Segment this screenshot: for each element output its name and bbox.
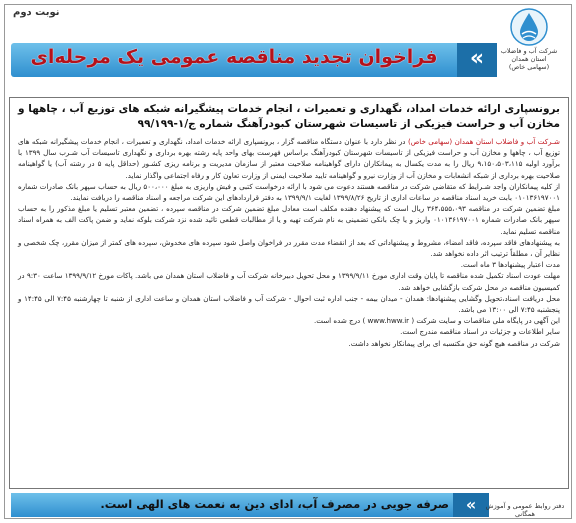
chevron-left-icon: « (457, 43, 497, 77)
notice-subject: برونسپاری ارائه خدمات امداد، نگهداری و تعمیرات ، انجام خدمات پیشگیرانه شبکه های توزیع آب ، چاهها و مخازن آب و حراست فیزیکی از تاسیسات شهرستان کبودرآهنگ شماره ج/۱-۹۹/۱۹۹ (18, 103, 560, 130)
footer-credit: دفتر روابط عمومی و آموزش همگانی (485, 502, 565, 518)
paragraph-3: مبلغ تضمین شرکت در مناقصه ۳۶۴،۵۵۵،۰۹۳ ریال است که پیشنهاد دهنده مکلف است معادل مبلغ تضمین شرکت در مناقصه سپرده ، تضمین معتبر تسلیم یا مبلغ مذکور را به حساب سپهر بانک صادرات شماره ۰۱۰۱۳۶۱۹۷۰۰۱ واریز و یا چک بانکی تضمینی به نام شرکت تهیه و یا از مطالبات قطعی تائید شده نزد شرکت بلوکه نماید و ضمن پاکت الف به همراه اسناد مناقصه تسلیم نماید. (18, 204, 560, 236)
round-label: نوبت دوم (13, 7, 60, 18)
company-name-highlight: شـرکت آب و فاضلاب استان همدان (سهامی خاص) (407, 137, 561, 146)
notice-page (4, 4, 572, 519)
title-banner (11, 43, 497, 77)
paragraph-7: محل دریافت اسناد،تحویل وگشایی پیشنهادها: همدان - میدان بیمه - جنب اداره ثبت احوال - شرکت آب و فاضلاب استان همدان و ساعت اداری از شنبه تا چهارشنبه ۷:۴۵ الی ۱۴:۴۵ و پنجشنبه ۷:۴۵ الی ۱۳:۰۰ می باشد. (18, 293, 560, 315)
paragraph-10: شرکت در مناقصه هیچ گونه حق مکتسبه ای برای پیمانکار نخواهد داشت. (348, 338, 560, 348)
paragraph-1-text: در نظر دارد با عنوان دستگاه مناقصه گزار ، برونسپاری ارائه خدمات امداد، نگهداری و تعمیرات ، انجام خدمات پیشگیرانه شبکه های توزیع آب ، چاهها و مخازن آب و حراست فیزیکی از تاسیسات شهرستان کبودرآهنگ براساس فهرست بهای واحد پایه رشته بهره برداری و نگهداری تاسیسات آب شـرب سال ۱۳۹۹ با برآورد اولیه ۹،۱۵۰،۵۰۳،۱۱۵ ریال را به مدت یکسال به پیمانکاران دارای گواهینامه صلاحیت معتبر از سازمان مدیریت و برنامه ریزی کشـور (حداقل پایه ۵ در رشته آب) یا گواهینامه صلاحیت بهره برداری از شبکه انشعابات و مخازن آب از وزارت نیرو و گواهینامه تایید صلاحیت ایمنی از وزارت تعاون کار و رفاه اجتماعی واگذار نماید. (18, 137, 561, 180)
footer-slogan: صرفه جویی در مصرف آب، ادای دین به نعمت های الهی است. (100, 497, 449, 511)
page-title: فراخوان تجدید مناقصه عمومی یک مرحله‌ای (30, 46, 438, 68)
paragraph-1 (18, 136, 560, 181)
logo-company-name: شرکت آب و فاضلاب استان همدان (500, 47, 558, 63)
footer-chevron-left-icon: « (453, 493, 489, 517)
paragraph-8: این آگهی در پایگاه ملی مناقصات و سایت شرکت ( www.hww.ir ) درج شده است. (314, 316, 560, 326)
paragraph-2: از کلیه پیمانکاران واجد شـرایط که متقاضی شرکت در مناقصه هستند دعوت می شود با ارائه درخواست کتبی و فیش واریزی به مبلغ ۵۰۰،۰۰۰ ریال به حساب سپهر بانک صادرات شماره ۰۱۰۱۳۶۱۹۷۰۰۱ بابت خرید اسناد مناقصه در ساعات اداری از تاریخ ۱۳۹۹/۸/۲۶ لغایت ۱۳۹۹/۹/۱ به دفتر قراردادهای این شرکت مراجعه و اسناد مناقصه را دریافت نمایند. (18, 181, 560, 203)
logo-company-subtitle: (سهامی خاص) (508, 63, 550, 71)
water-drop-logo-icon (509, 7, 549, 47)
notice-body-frame (9, 97, 569, 489)
paragraph-5: مدت اعتبار پیشنهادها ۳ ماه است. (460, 260, 560, 270)
paragraph-4: به پیشنهادهای فاقد سپرده، فاقد امضاء، مشروط و پیشنهاداتی که بعد از انقضاء مدت مقرر در فراخوان واصل شود سپرده های مخدوش، سپرده های کمتر از میزان مقرر، چک شخصی و نظایر آن ، مطلقاً ترتیب اثر داده نخواهد شد. (18, 237, 560, 259)
footer-banner (11, 493, 489, 517)
paragraph-9: سایر اطلاعات و جزئیات در اسناد مناقصه مندرج است. (400, 327, 560, 337)
notice-body (10, 132, 568, 349)
paragraph-6: مهلت عودت اسناد تکمیل شده مناقصه تا پایان وقت اداری مورخ ۱۳۹۹/۹/۱۱ و محل تحویل دبیرخانه شرکت آب و فاضلاب استان همدان می باشد. پاکات مورخ ۱۳۹۹/۹/۱۲ ساعت ۹:۳۰ در کمیسیون مناقصه در محل شرکت بازگشایی خواهد شد. (18, 271, 560, 292)
company-logo (493, 7, 565, 77)
